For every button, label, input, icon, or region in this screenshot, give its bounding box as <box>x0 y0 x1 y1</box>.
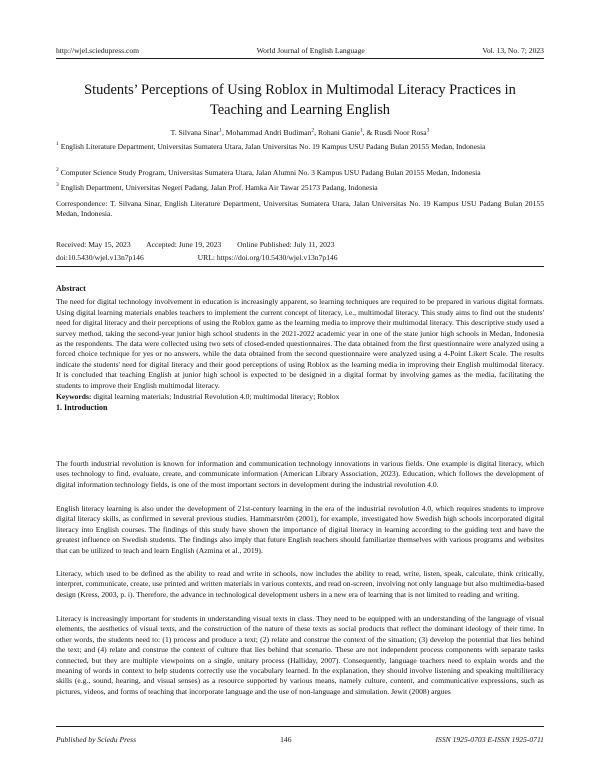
author: Rusdi Noor Rosa$^3$ <box>374 127 430 137</box>
doi-url[interactable]: URL: https://doi.org/10.5430/wjel.v13n7p146 <box>197 253 338 262</box>
author-list <box>56 128 544 137</box>
footer-rule <box>56 726 544 727</box>
abstract-heading: Abstract <box>56 284 86 293</box>
section-heading: 1. Introduction <box>56 403 108 413</box>
front-matter-rule <box>56 266 544 267</box>
paragraph-1: The fourth industrial revolution is known for information and communication technology innovations in various fields. One example is digital literacy, which uses technology to find, evaluate, create, and communicate information (American Library Association, 2023). Education, which follows the development of digital information technology fields, is one of the most important sectors in development during the industrial revolution 4.0. <box>56 459 544 489</box>
issn: ISSN 1925-0703 E-ISSN 1925-0711 <box>435 735 544 744</box>
author: Rohani Ganie$^1$, & <box>317 127 375 137</box>
correspondence: Correspondence: T. Silvana Sinar, English Literature Department, Universitas Sumatera Utara, Jalan Universitas No. 19 Kampus USU Padang Bulan 20155 Medan, Indonesia. <box>56 199 544 219</box>
accepted-date: Accepted: June 19, 2023 <box>146 240 222 249</box>
doi[interactable]: doi:10.5430/wjel.v13n7p146 <box>56 253 144 262</box>
author: T. Silvana Sinar$^1$, <box>170 127 226 137</box>
abstract-text: The need for digital technology involvement in education is increasingly apparent, so learning techniques are required to be prepared in various digital formats. Using digital learning materials enables teachers to implement the current concept of literacy, i.e., multimodal literacy. This study aims to find out the students' need for digital literacy and their perceptions of using the Roblox game as the learning media to improve their multimodal literacy. This descriptive study used a survey method, taking the second-year junior high school students in the 2021-2022 academic year in one of the state junior high schools in Medan, Indonesia as the respondents. The data were collected using two sets of closed-ended questionnaires. The data obtained from the first questionnaire were analyzed using a forced choice technique for yes or no answers, while the data obtained from the second questionnaire were analyzed using a 4-Point Likert Scale. The results indicate the students' need for digital literacy and their good perceptions of using Roblox as the learning media in improving their English multimodal literacy. It is concluded that teaching English at junior high school is expected to be designed in a digital format by involving games as the media, facilitating the students to improve their English multimodal literacy. <box>56 297 544 390</box>
paper-title <box>56 80 544 120</box>
title-line-2: Teaching and Learning English <box>209 102 391 118</box>
page-number: 146 <box>280 735 292 744</box>
title-line-1: Students’ Perceptions of Using Roblox in Multimodal Literacy Practices in <box>84 82 516 98</box>
received-date: Received: May 15, 2023 <box>56 240 131 249</box>
journal-name: World Journal of English Language <box>256 45 365 55</box>
paragraph-3: Literacy, which used to be defined as the ability to read and write in schools, now includes the ability to read, write, listen, speak, calculate, think critically, interpret, communicate, create, use printed and written materials in various contexts, and read on-screen, involving not only language but also multimedia-based design (Kress, 2003, p. i). Therefore, the advance in technological development ushers in a new era of learning that is not limited to reading and writing. <box>56 569 544 599</box>
keywords: Keywords: digital learning materials; Industrial Revolution 4.0; multimodal literacy; Roblox <box>56 392 340 402</box>
volume-info: Vol. 13, No. 7; 2023 <box>482 45 544 55</box>
affiliation-1: $^1$ English Literature Department, Universitas Sumatera Utara, Jalan Universitas No. 19 Kampus USU Padang Bulan 20155 Medan, Indonesia <box>56 141 486 151</box>
header-rule <box>56 58 544 59</box>
paragraph-4: Literacy is increasingly important for students in understanding visual texts in class. They need to be equipped with an understanding of the language of visual elements, the aesthetics of visual texts, and the construction of the nature of these texts as social products that reflect the dominant ideology of their time. In other words, the students need to: (1) process and produce a text; (2) relate and construe the context of the situation; (3) develop the potential that lies behind the text; and (4) relate and construe the context of culture that lies behind that scenario. These are not independent process components with separate tasks connected, but they are multiple viewpoints on a single, unitary process (Halliday, 2007). Consequently, language teachers need to explain words and the meaning of words in context to help students correctly use the vocabulary learned. In the explanation, they should involve listening and speaking multiliteracy skills (e.g., sound, hearing, and visual senses) as a resource supported by various means, namely culture, content, and communicative expressions, such as pictures, videos, and forms of teaching that incorporate language and the use of non-language and simulation. Jewit (2008) argues <box>56 614 544 696</box>
running-header <box>56 44 544 56</box>
journal-url[interactable]: http://wjel.sciedupress.com <box>56 45 140 55</box>
paragraph-2: English literacy learning is also under the development of 21st-century learning in the era of the industrial revolution 4.0, which requires students to improve digital literacy skills, as confirmed in several previous studies. Hammarström (2001), for example, investigated how Swedish high schools incorporated digital literacy into English courses. The findings of this study have shown the importance of digital literacy in learning according to the guiding text and have the greatest influence on Swedish students. The findings also imply that future English teachers should familiarize themselves with various programs and websites that can be utilized to teach and learn English (Azmina et al., 2019). <box>56 504 544 555</box>
author: Mohammad Andri Budiman$^2$, <box>225 127 318 137</box>
doi-line <box>56 253 338 262</box>
publisher: Published by Sciedu Press <box>56 735 137 744</box>
publication-dates <box>56 240 349 249</box>
published-date: Online Published: July 11, 2023 <box>237 240 335 249</box>
affiliation-3: $^3$ English Department, Universitas Negeri Padang, Jalan Prof. Hamka Air Tawar 25173 Padang, Indonesia <box>56 182 378 192</box>
affiliation-2: $^2$ Computer Science Study Program, Universitas Sumatera Utara, Jalan Alumni No. 3 Kampus USU Padang Bulan 20155 Medan, Indonesia <box>56 167 481 177</box>
running-footer <box>56 735 544 744</box>
abstract-section <box>56 284 544 414</box>
